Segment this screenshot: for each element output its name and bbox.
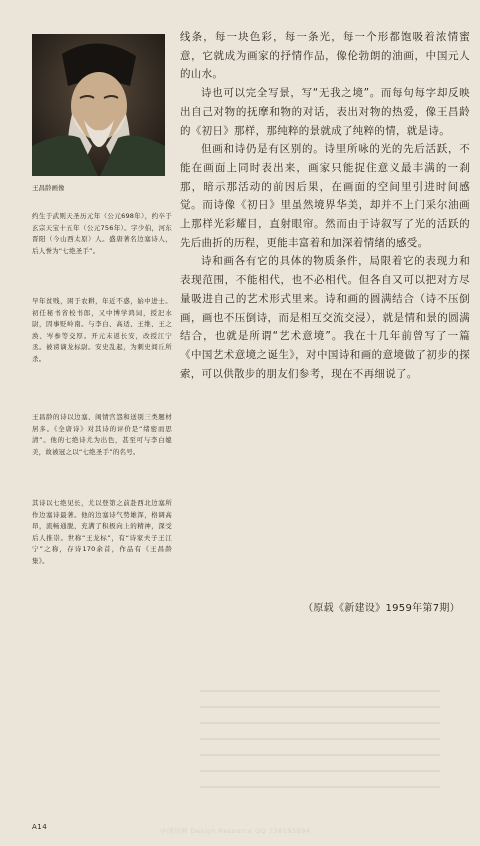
sidebar-poetry-paragraph: 王昌龄的诗以边塞、闺情宫怨和送别三类题材居多。《全唐诗》对其诗的评价是“绪密而思清”。他的七绝诗尤为出色，甚至可与李白媲美，故被冠之以“七绝圣手”的名号。 — [32, 413, 172, 456]
article-paragraph: 但画和诗仍是有区别的。诗里所咏的光的先后活跃，不能在画面上同时表出来，画家只能捉住意义最丰满的一刹那，暗示那活动的前因后果，在画面的空间里引进时间感觉。而诗像《初日》里虽然境界华美，却并不上门采尔油画上那样光彩耀目，直射眼帘。然而由于诗叙写了光的活跃的先后曲折的历程，更能丰富着和加深着情绪的感受。 — [180, 143, 470, 249]
watermark: 中国知网 Design Resource QQ 738195894 — [160, 827, 311, 835]
source-citation: （原载《新建设》1959年第7期） — [303, 603, 460, 614]
sidebar-legacy-paragraph: 其诗以七绝见长，尤以登第之前赴西北边塞所作边塞诗最著。他的边塞诗气势雄浑，格调高昂，流畅通脱，充满了积极向上的精神，深受后人推崇。世称“王龙标”，有“诗家夫子王江宁”之称，存诗170余首，作品有《王昌龄集》。 — [32, 499, 172, 565]
page-number: A14 — [32, 823, 48, 831]
portrait-image — [32, 34, 165, 176]
sidebar-career-paragraph: 早年贫贱，困于农耕，年近不惑，始中进士。初任秘书省校书郎，又中博学鸿词，授汜水尉，因事贬岭南。与李白、高适、王维、王之涣、岑参等交厚。开元末返长安，改授江宁丞。被谤谪龙标尉。安史乱起，为刺史闾丘所杀。 — [32, 297, 172, 363]
show-through-texture — [200, 690, 440, 800]
article-paragraph: 线条，每一块色彩，每一条光，每一个形都饱吸着浓情蜜意，它就成为画家的抒情作品，像伦勃朗的油画，中国元人的山水。 — [180, 31, 470, 81]
article-paragraph: 诗也可以完全写景，写“无我之境”。而每句每字却反映出自己对物的抚摩和物的对话，表出对物的热爱，像王昌龄的《初日》那样，那纯粹的景就成了纯粹的情，就是诗。 — [180, 87, 470, 137]
article-paragraph: 诗和画各有它的具体的物质条件，局限着它的表现力和表现范围，不能相代，也不必相代。但各自又可以把对方尽量吸进自己的艺术形式里来。诗和画的圆满结合（诗不压倒画，画也不压倒诗，而是相互交流交浸），就是情和景的圆满结合，也就是所谓“艺术意境”。我在十几年前曾写了一篇《中国艺术意境之诞生》，对中国诗和画的意境做了初步的探索，可以供散步的朋友们参考，现在不再细说了。 — [180, 255, 470, 380]
portrait-caption: 王昌龄画像 — [32, 184, 65, 192]
article-body — [180, 28, 470, 383]
sidebar-bio-paragraph: 约生于武则天圣历元年（公元698年），约卒于玄宗天宝十五年（公元756年）。字少伯，河东晋阳（今山西太原）人。盛唐著名边塞诗人，后人誉为“七绝圣手”。 — [32, 212, 172, 255]
